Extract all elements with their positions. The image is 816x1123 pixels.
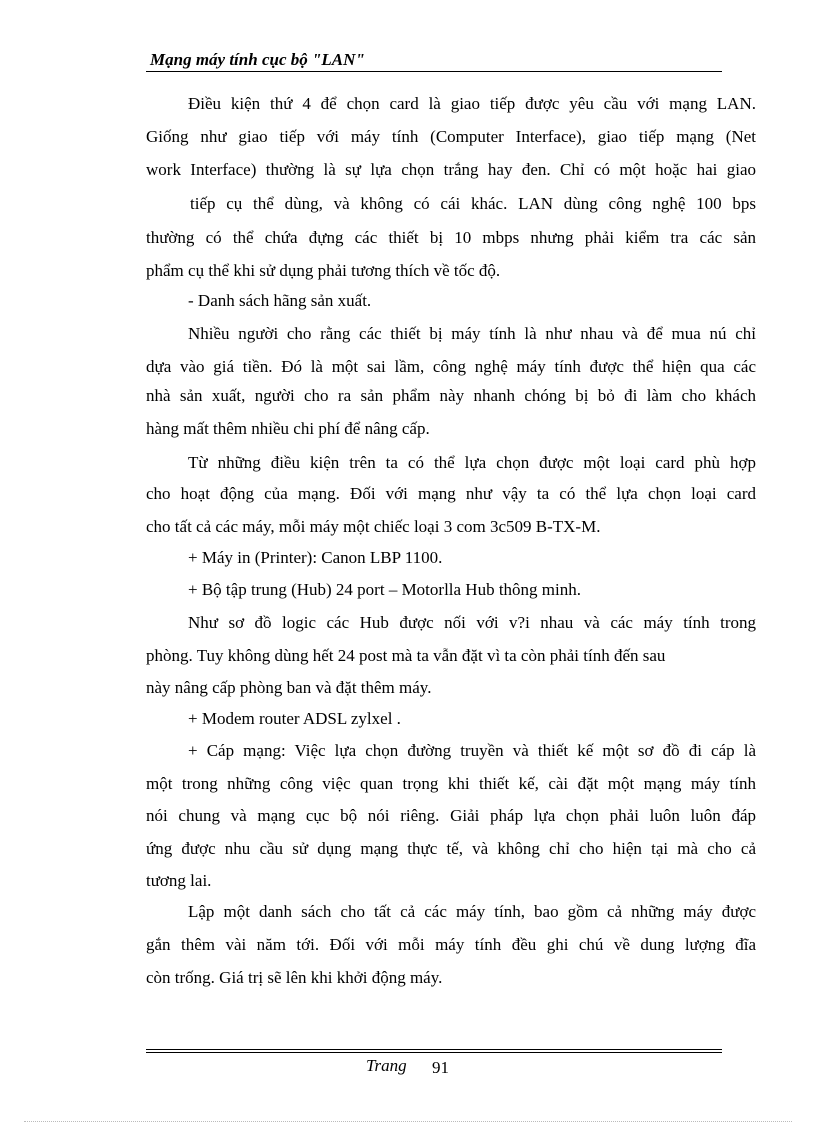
footer-rule xyxy=(146,1049,722,1050)
text-line: + Bộ tập trung (Hub) 24 port – Motorlla Hub thông minh. xyxy=(188,580,582,599)
text-line: còn trống. Giá trị sẽ lên khi khởi động máy. xyxy=(146,968,443,987)
text-line: nói chung và mạng cục bộ nói riêng. Giải pháp lựa chọn phải luôn luôn đáp xyxy=(146,806,756,825)
text-line: phẩm cụ thể khi sử dụng phải tương thích về tốc độ. xyxy=(146,261,501,280)
text-line: work Interface) thường là sự lựa chọn trắng hay đen. Chỉ có một hoặc hai giao xyxy=(146,160,756,179)
header-rule xyxy=(146,71,722,72)
text-line: này nâng cấp phòng ban và đặt thêm máy. xyxy=(146,678,432,697)
text-line: + Modem router ADSL zylxel . xyxy=(188,709,401,728)
text-line: Lập một danh sách cho tất cả các máy tính, bao gồm cả những máy được xyxy=(188,902,756,921)
text-line: thường có thể chứa đựng các thiết bị 10 mbps nhưng phải kiểm tra các sản xyxy=(146,228,756,247)
page-header-title: Mạng máy tính cục bộ "LAN" xyxy=(150,50,365,69)
text-line: nhà sản xuất, người cho ra sản phẩm này nhanh chóng bị bỏ đi làm cho khách xyxy=(146,386,756,405)
text-line: tiếp cụ thể dùng, và không có cái khác. LAN dùng công nghệ 100 bps xyxy=(190,194,756,213)
footer-page-number: 91 xyxy=(432,1058,449,1077)
footer-rule xyxy=(146,1052,722,1053)
text-line: + Cáp mạng: Việc lựa chọn đường truyền và thiết kế một sơ đồ đi cáp là xyxy=(188,741,756,760)
text-line: tương lai. xyxy=(146,871,212,890)
text-line: một trong những công việc quan trọng khi thiết kế, cài đặt một mạng máy tính xyxy=(146,774,756,793)
page-edge-divider xyxy=(24,1121,792,1122)
text-line: cho hoạt động của mạng. Đối với mạng như vậy ta có thể lựa chọn loại card xyxy=(146,484,756,503)
text-line: hàng mất thêm nhiều chi phí để nâng cấp. xyxy=(146,419,430,438)
footer-page-label: Trang xyxy=(366,1056,407,1075)
text-line: Nhiều người cho rằng các thiết bị máy tính là như nhau và để mua nú chỉ xyxy=(188,324,756,343)
text-line: Từ những điều kiện trên ta có thể lựa chọn được một loại card phù hợp xyxy=(188,453,756,472)
text-line: ứng được nhu cầu sử dụng mạng thực tế, và không chỉ cho hiện tại mà cho cả xyxy=(146,839,756,858)
text-line: gắn thêm vài năm tới. Đối với mỗi máy tính đều ghi chú về dung lượng đĩa xyxy=(146,935,756,954)
text-line: + Máy in (Printer): Canon LBP 1100. xyxy=(188,548,443,567)
text-line: Như sơ đồ logic các Hub được nối với v?i nhau và các máy tính trong xyxy=(188,613,756,632)
text-line: - Danh sách hãng sản xuất. xyxy=(188,291,372,310)
text-line: phòng. Tuy không dùng hết 24 post mà ta vẫn đặt vì ta còn phải tính đến sau xyxy=(146,646,666,665)
text-line: Điều kiện thứ 4 để chọn card là giao tiếp được yêu cầu với mạng LAN. xyxy=(188,94,756,113)
text-line: dựa vào giá tiền. Đó là một sai lầm, công nghệ máy tính được thể hiện qua các xyxy=(146,357,756,376)
text-line: cho tất cả các máy, mỗi máy một chiếc loại 3 com 3c509 B-TX-M. xyxy=(146,517,601,536)
text-line: Giống như giao tiếp với máy tính (Computer Interface), giao tiếp mạng (Net xyxy=(146,127,756,146)
